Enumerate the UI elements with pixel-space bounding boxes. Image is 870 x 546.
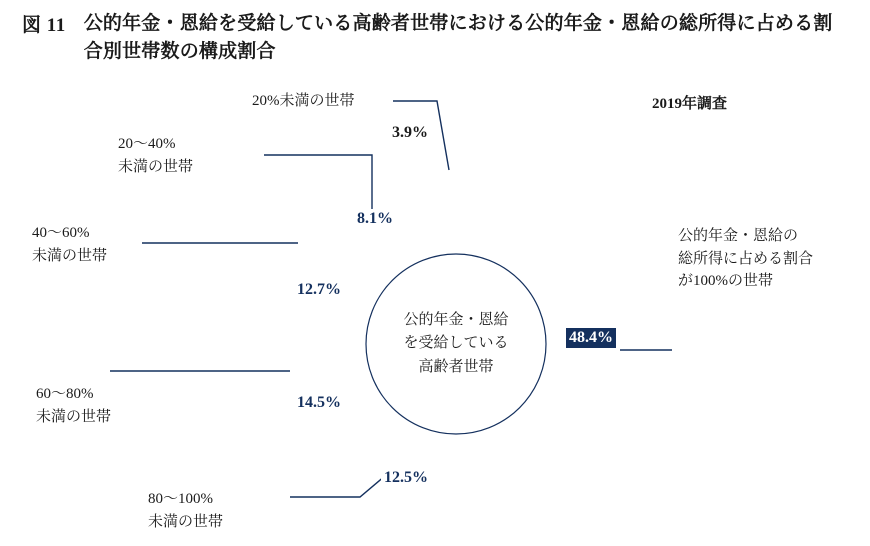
callout-100-line1: 公的年金・恩給の [678, 228, 799, 244]
callout-40-60 [32, 222, 107, 267]
value-label-80-100: 12.5% [381, 468, 431, 488]
callout-80-100-line1: 80〜100% [148, 491, 213, 507]
figure-title-block [22, 10, 842, 65]
center-label-line1: 公的年金・恩給 [403, 312, 509, 329]
callout-40-60-line2: 未満の世帯 [32, 247, 108, 264]
callout-80-100 [148, 488, 223, 533]
value-label-20-40: 8.1% [354, 209, 396, 229]
donut-hole [366, 254, 546, 434]
callout-100-percent [678, 225, 813, 293]
callout-60-80-line2: 未満の世帯 [36, 408, 112, 425]
callout-under-20 [252, 90, 355, 113]
callout-60-80-line1: 60〜80% [36, 386, 94, 402]
value-label-60-80: 14.5% [294, 393, 344, 413]
callout-100-line3: が100%の世帯 [678, 273, 773, 289]
figure-number: 図 11 [22, 15, 66, 36]
value-label-under-20: 3.9% [392, 124, 428, 141]
callout-20-40-line1: 20〜40% [118, 136, 176, 152]
value-label-40-60: 12.7% [294, 280, 344, 300]
callout-20-40-line2: 未満の世帯 [118, 158, 194, 175]
survey-year-note: 2019年調査 [652, 96, 728, 112]
center-label-line3: 高齢者世帯 [418, 358, 494, 375]
center-label-line2: を受給している [403, 335, 509, 352]
callout-100-line2: 総所得に占める割合 [678, 250, 814, 267]
callout-under-20-line1: 20%未満の世帯 [252, 93, 355, 109]
page-title: 公的年金・恩給を受給している高齢者世帯における公的年金・恩給の総所得に占める割合別世帯数の構成割合 [83, 13, 833, 62]
callout-80-100-line2: 未満の世帯 [148, 513, 224, 530]
callout-40-60-line1: 40〜60% [32, 225, 90, 241]
value-label-100-percent: 48.4% [566, 328, 616, 348]
callout-20-40 [118, 133, 193, 178]
callout-60-80 [36, 383, 111, 428]
